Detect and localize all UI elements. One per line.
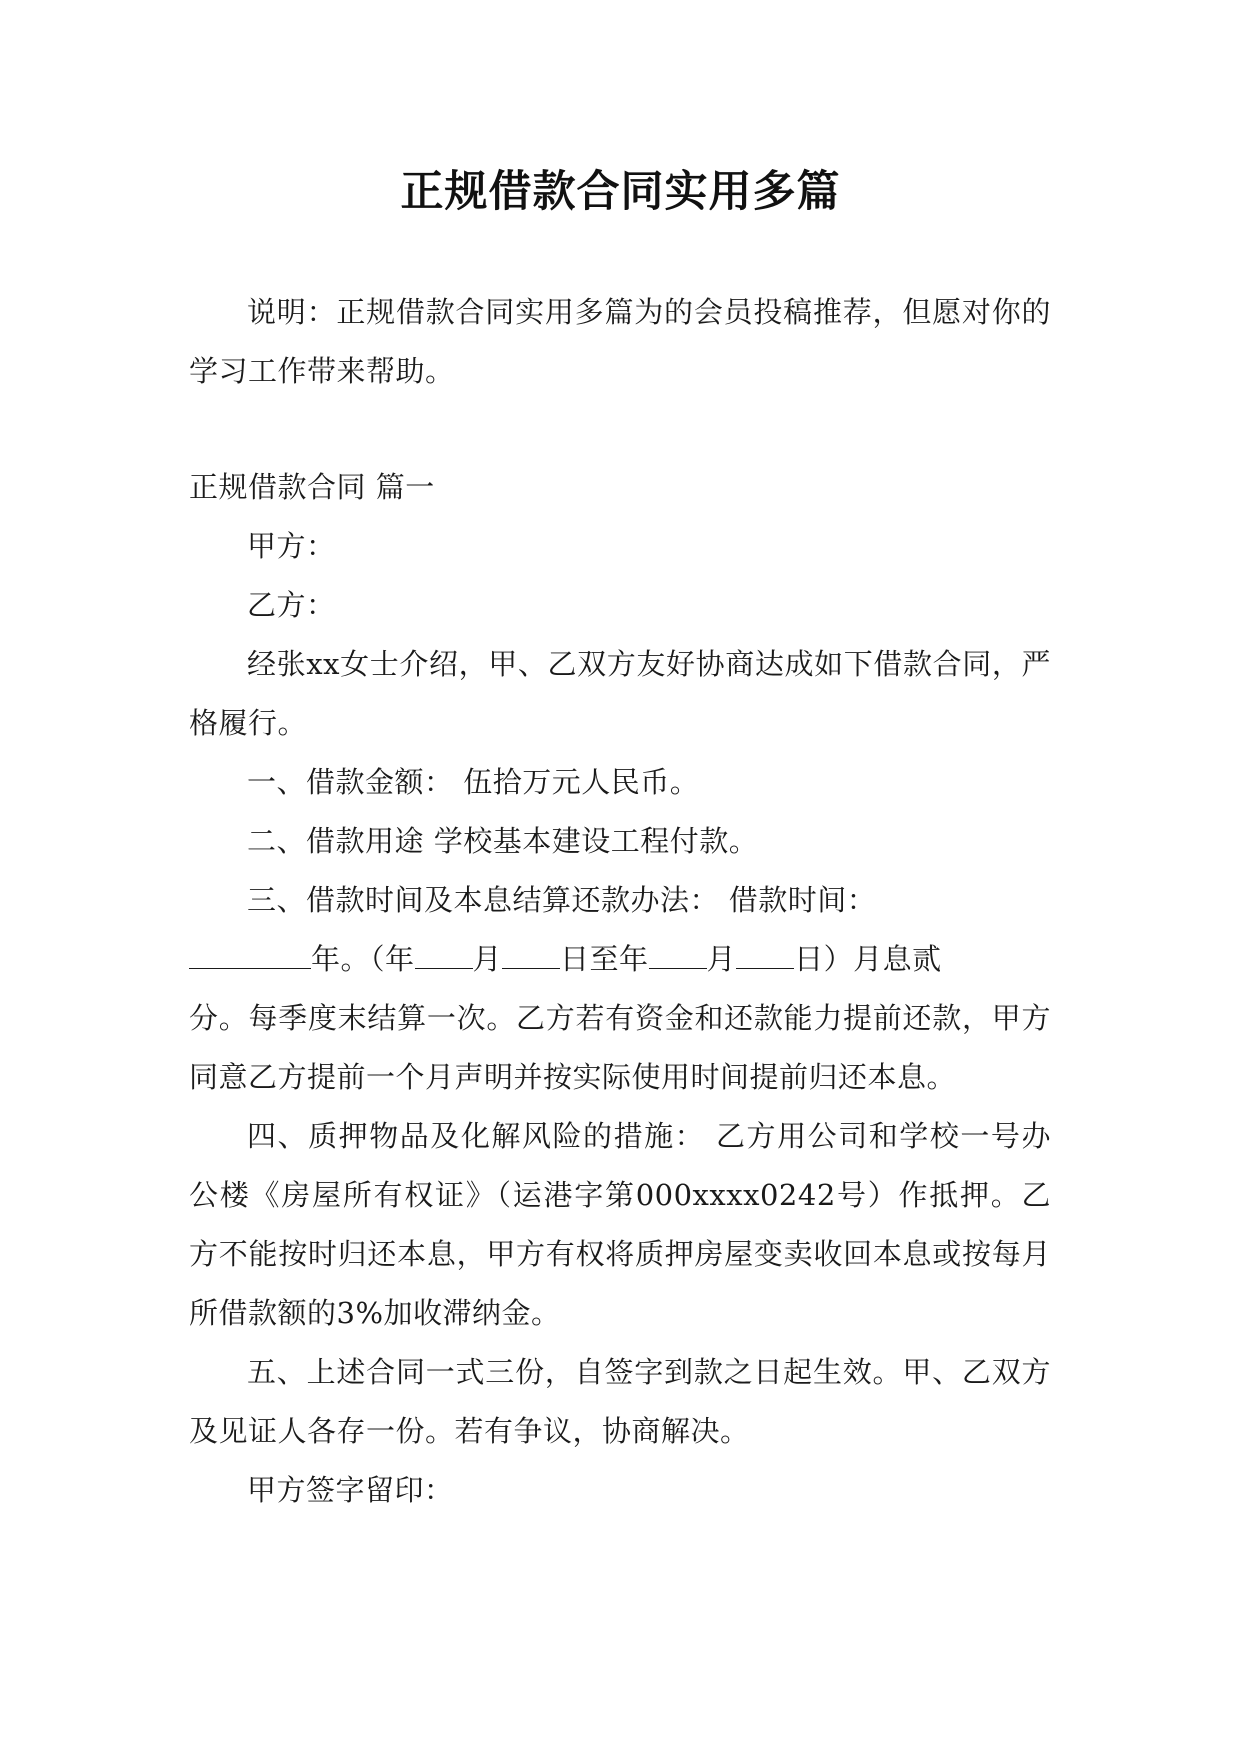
clause-5-copies: 五、上述合同一式三份，自签字到款之日起生效。甲、乙双方及见证人各存一份。若有争议，协商解决。 [189,1355,1051,1448]
intro-paragraph: 说明：正规借款合同实用多篇为的会员投稿推荐，但愿对你的学习工作带来帮助。 [189,295,1051,388]
clause-3-date-line [189,930,1051,989]
party-a-signature: 甲方签字留印： [247,1473,454,1507]
clause-3-heading: 三、借款时间及本息结算还款办法： 借款时间： [247,883,877,917]
month-blank-1 [415,944,473,969]
day-blank-1 [502,944,560,969]
clause-3-day-to-text: 日至年 [560,942,649,976]
clause-3-month1-text: 月 [472,942,503,976]
year-blank [189,944,311,969]
clause-3-body: 分。每季度末结算一次。乙方若有资金和还款能力提前还款，甲方同意乙方提前一个月声明并按实际使用时间提前归还本息。 [189,1001,1051,1094]
party-b-line: 乙方： [247,588,336,622]
month-blank-2 [649,944,707,969]
contract-section [189,458,1051,1520]
clause-3-year-text: 年。（年 [311,942,415,976]
clause-3-tail-text: 日）月息贰 [794,942,942,976]
party-a-line: 甲方： [247,529,336,563]
intro-block [189,283,1051,401]
clause-3-month2-text: 月 [706,942,737,976]
clause-2-purpose: 二、借款用途 学校基本建设工程付款。 [247,824,759,858]
intro-clause-paragraph: 经张xx女士介绍，甲、乙双方友好协商达成如下借款合同，严格履行。 [189,647,1051,740]
section-heading: 正规借款合同 篇一 [189,470,435,504]
document-title: 正规借款合同实用多篇 [400,167,841,217]
clause-4-collateral: 四、质押物品及化解风险的措施： 乙方用公司和学校一号办公楼《房屋所有权证》（运港字第000xxxx0242号）作抵押。乙方不能按时归还本息，甲方有权将质押房屋变卖收回本息或按每月所借款额的3%加收滞纳金。 [189,1119,1051,1330]
clause-1-amount: 一、借款金额： 伍拾万元人民币。 [247,765,700,799]
day-blank-2 [736,944,794,969]
